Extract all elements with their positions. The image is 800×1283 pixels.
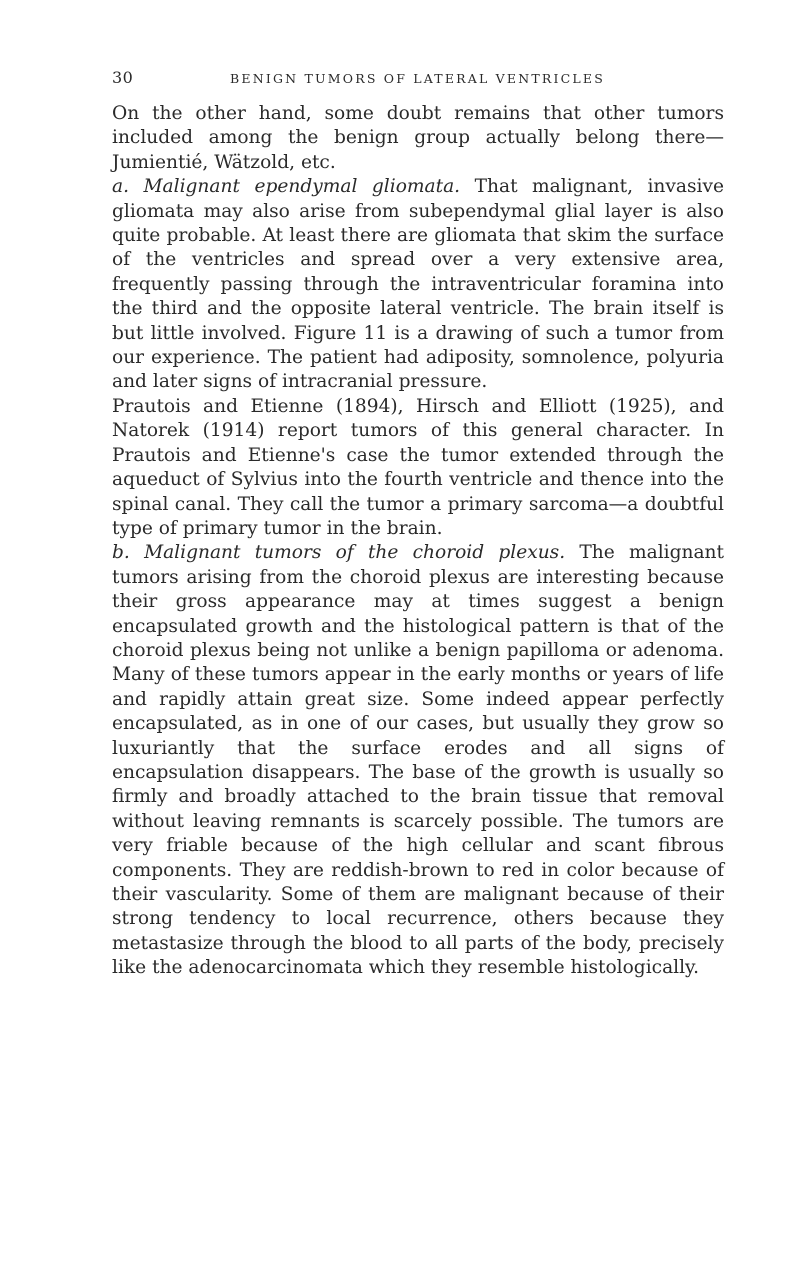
section-letter: b. [112, 542, 130, 564]
running-title: BENIGN TUMORS OF LATERAL VENTRICLES [230, 71, 605, 86]
paragraph-1 [112, 102, 724, 175]
body-text [112, 102, 724, 981]
paragraph-text: The malignant tumors arising from the choroid plexus are interesting because their gross appearance may at times suggest a benign encapsulated growth and the histological pattern is that of the choroid plexus being not unlike a benign papilloma or adenoma. Many of these tumors appear in the early months or years of life and rapidly attain great size. Some indeed appear perfectly encapsulated, as in one of our cases, but usually they grow so luxuriantly that the surface erodes and all signs of encapsulation disappears. The base of the growth is usually so firmly and broadly attached to the brain tissue that removal without leaving remnants is scarcely possible. The tumors are very friable because of the high cellular and scant fibrous components. They are reddish-brown to red in color because of their vascularity. Some of them are malignant because of their strong tendency to local recurrence, others because they metastasize through the blood to all parts of the body, precisely like the adenocarcinomata which they resemble histologically. [112, 542, 725, 979]
section-letter: a. [112, 176, 129, 198]
page-number: 30 [112, 68, 134, 87]
running-head [112, 68, 724, 102]
section-heading: Malignant tumors of the choroid plexus. [144, 542, 566, 564]
paragraph-2 [112, 175, 724, 395]
section-heading: Malignant ependymal gliomata. [143, 176, 461, 198]
paragraph-3 [112, 395, 724, 541]
paragraph-text: Prautois and Etienne (1894), Hirsch and Elliott (1925), and Natorek (1914) report tumors of this general character. In Prautois and Etienne's case the tumor extended through the aqueduct of Sylvius into the fourth ventricle and thence into the spinal canal. They call the tumor a primary sarcoma—a doubtful type of primary tumor in the brain. [112, 395, 724, 539]
paragraph-4 [112, 541, 724, 980]
paragraph-text: On the other hand, some doubt remains that other tumors included among the benign group actually belong there—Jumientié, Wätzold, etc. [112, 103, 724, 173]
paragraph-text: That malignant, invasive gliomata may also arise from subependymal glial layer is also quite probable. At least there are gliomata that skim the surface of the ventricles and spread over a very extensive area, frequently passing through the intraventricular foramina into the third and the opposite lateral ventricle. The brain itself is but little involved. Figure 11 is a drawing of such a tumor from our experience. The patient had adiposity, somnolence, polyuria and later signs of intracranial pressure. [112, 176, 724, 393]
book-page [112, 68, 724, 981]
